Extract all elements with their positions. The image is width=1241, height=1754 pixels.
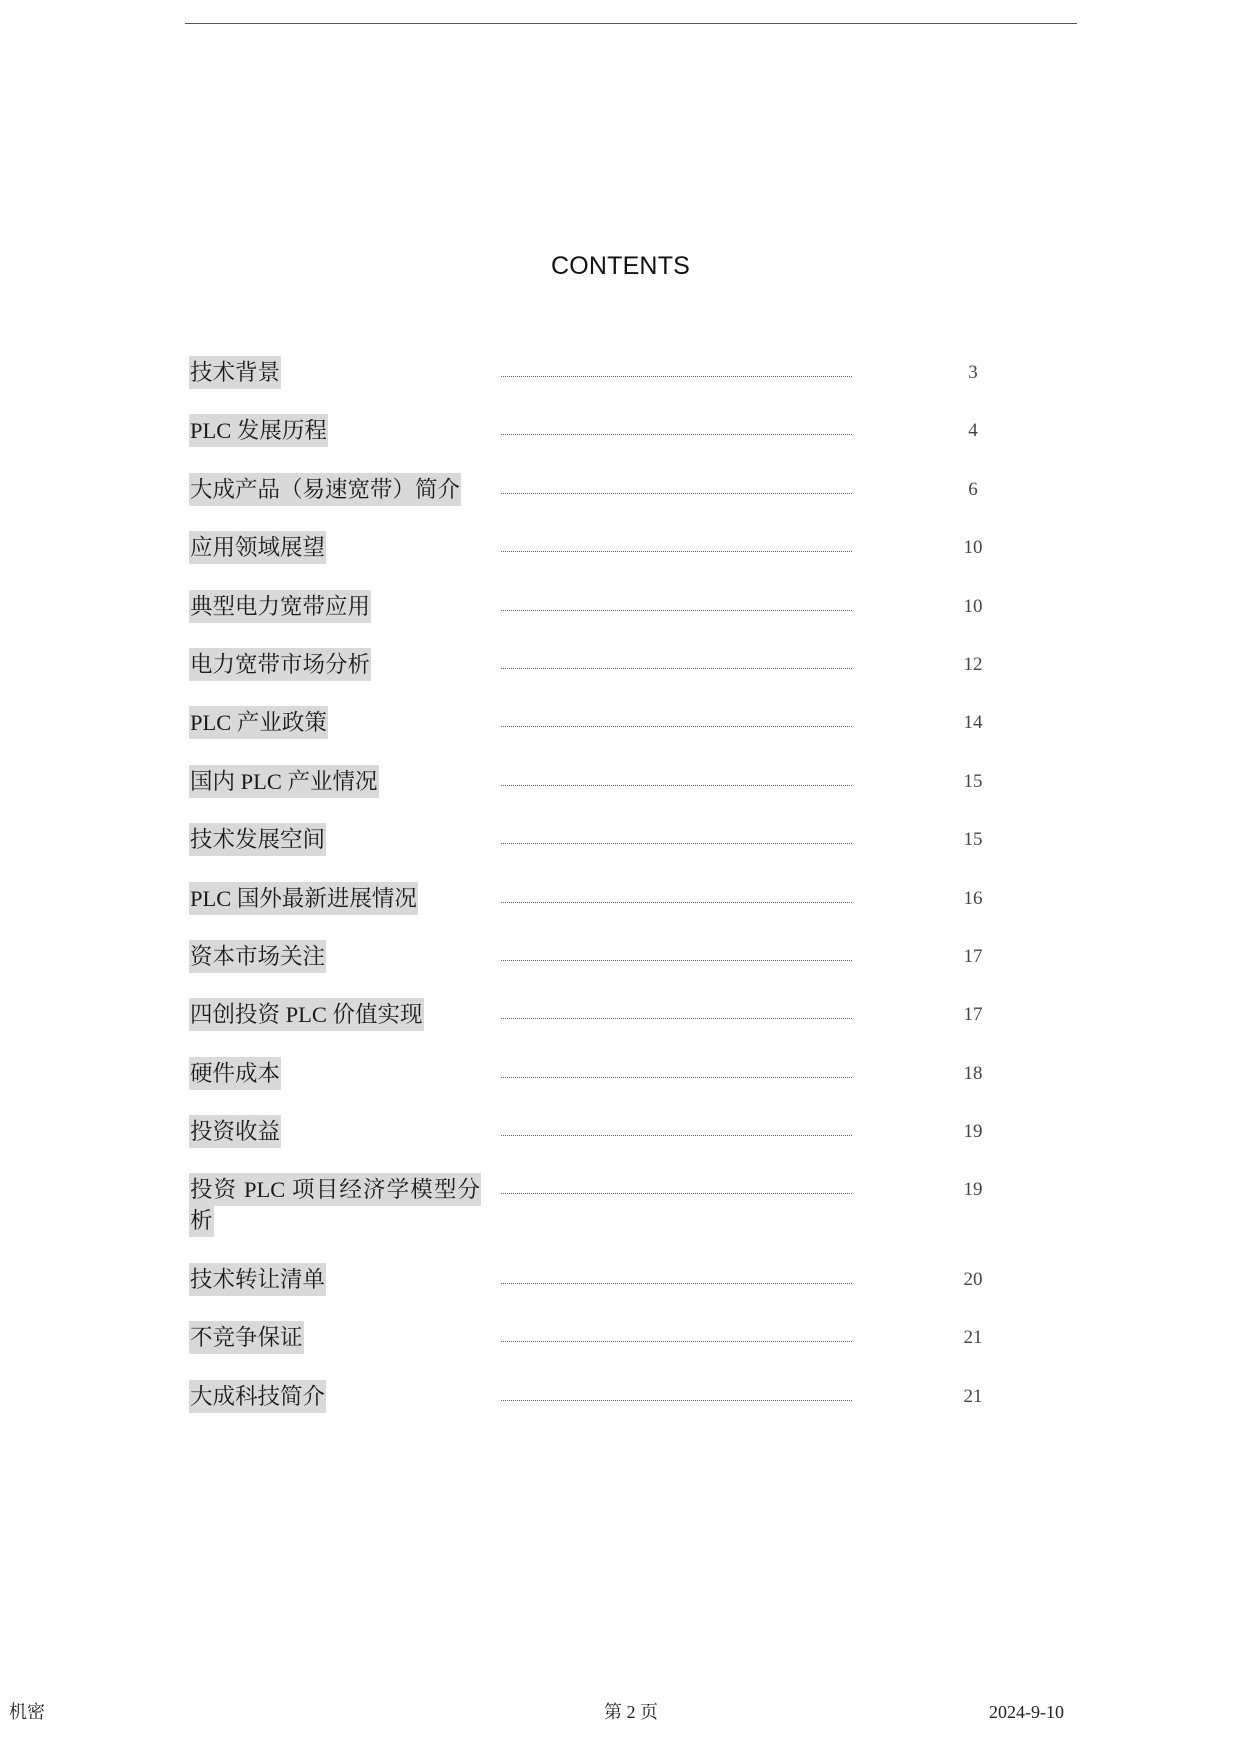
toc-leader-dots xyxy=(501,415,852,446)
toc-entry-title-link[interactable]: 国内 PLC 产业情况 xyxy=(189,765,379,798)
toc-entry[interactable] xyxy=(189,1174,1089,1263)
toc-entry-title-link[interactable]: PLC 产业政策 xyxy=(189,706,328,739)
toc-leader-dots xyxy=(501,1058,852,1089)
toc-entry-title-link[interactable]: 典型电力宽带应用 xyxy=(189,590,371,623)
toc-entry[interactable] xyxy=(189,1058,1089,1116)
toc-entry[interactable] xyxy=(189,357,1089,415)
toc-entry[interactable] xyxy=(189,941,1089,999)
toc-entry-title-link[interactable]: 技术转让清单 xyxy=(189,1263,326,1296)
toc-leader-dots xyxy=(501,1264,852,1295)
toc-entry-title-cell xyxy=(189,766,481,797)
toc-entry-page-number: 3 xyxy=(968,362,978,383)
toc-leader-dots xyxy=(501,824,852,855)
toc-entry-page-number: 20 xyxy=(963,1268,983,1290)
toc-leader-dots xyxy=(501,941,852,972)
toc-entry-title-cell xyxy=(189,649,481,680)
toc-entry-page-number: 19 xyxy=(963,1121,983,1143)
toc-leader-dots xyxy=(501,1174,852,1205)
toc-entry[interactable] xyxy=(189,883,1089,941)
toc-entry-title-link[interactable]: 资本市场关注 xyxy=(189,940,326,973)
table-of-contents xyxy=(189,357,1089,1439)
toc-leader-dots xyxy=(501,999,852,1030)
toc-leader-dots xyxy=(501,766,852,797)
toc-entry-title-cell xyxy=(189,999,481,1030)
footer-page-number: 第 2 页 xyxy=(604,1702,658,1722)
toc-entry-page-number: 18 xyxy=(963,1062,983,1084)
toc-entry[interactable] xyxy=(189,707,1089,765)
toc-leader-dots xyxy=(501,1322,852,1353)
toc-entry-title-cell xyxy=(189,1058,481,1089)
toc-entry[interactable] xyxy=(189,1116,1089,1174)
toc-entry-page-number: 17 xyxy=(963,1004,983,1026)
toc-entry-title-link[interactable]: PLC 国外最新进展情况 xyxy=(189,882,418,915)
toc-entry-title-link[interactable]: 四创投资 PLC 价值实现 xyxy=(189,998,424,1031)
toc-entry[interactable] xyxy=(189,1381,1089,1439)
toc-entry[interactable] xyxy=(189,766,1089,824)
toc-entry-title-cell xyxy=(189,591,481,622)
toc-entry-title-link[interactable]: 硬件成本 xyxy=(189,1057,281,1090)
toc-entry-title-cell xyxy=(189,1264,481,1295)
toc-entry-page-number: 4 xyxy=(968,420,978,442)
toc-entry[interactable] xyxy=(189,999,1089,1057)
toc-entry-title-cell xyxy=(189,1174,481,1236)
toc-entry-title-link[interactable]: 技术背景 xyxy=(189,356,281,389)
toc-entry[interactable] xyxy=(189,824,1089,882)
toc-leader-dots xyxy=(501,591,852,622)
toc-entry-page-number: 16 xyxy=(963,887,983,909)
toc-leader-dots xyxy=(501,1116,852,1147)
toc-entry[interactable] xyxy=(189,415,1089,473)
toc-entry-title-cell xyxy=(189,1381,481,1412)
toc-entry-title-cell xyxy=(189,357,481,388)
toc-entry-page-number: 10 xyxy=(963,537,983,559)
toc-entry-title-cell xyxy=(189,532,481,563)
toc-leader-dots xyxy=(501,883,852,914)
toc-entry[interactable] xyxy=(189,591,1089,649)
toc-leader-dots xyxy=(501,532,852,563)
toc-entry-page-number: 10 xyxy=(963,595,983,617)
toc-entry[interactable] xyxy=(189,649,1089,707)
toc-entry-page-number: 17 xyxy=(963,945,983,967)
toc-entry[interactable] xyxy=(189,1322,1089,1380)
toc-entry-title-cell xyxy=(189,474,481,505)
toc-leader-dots xyxy=(501,649,852,680)
toc-entry-page-number: 15 xyxy=(963,829,983,851)
toc-leader-dots xyxy=(501,474,852,505)
header-rule xyxy=(185,23,1077,24)
toc-entry-page-number: 14 xyxy=(963,712,983,734)
toc-entry-title-link[interactable]: 投资 PLC 项目经济学模型分析 xyxy=(189,1173,481,1237)
toc-entry-title-cell xyxy=(189,883,481,914)
toc-entry-title-link[interactable]: 投资收益 xyxy=(189,1115,281,1148)
toc-entry-page-number: 12 xyxy=(963,653,983,675)
toc-entry-title-link[interactable]: 应用领域展望 xyxy=(189,531,326,564)
toc-entry[interactable] xyxy=(189,474,1089,532)
page-title: CONTENTS xyxy=(550,252,691,280)
toc-entry-page-number: 21 xyxy=(963,1385,983,1407)
footer-confidential-label: 机密 xyxy=(9,1702,45,1722)
toc-entry-title-cell xyxy=(189,1116,481,1147)
toc-entry[interactable] xyxy=(189,532,1089,590)
toc-entry-title-cell xyxy=(189,415,481,446)
toc-entry-title-link[interactable]: PLC 发展历程 xyxy=(189,414,328,447)
toc-entry-page-number: 19 xyxy=(963,1179,983,1201)
toc-leader-dots xyxy=(501,357,852,388)
toc-entry-title-cell xyxy=(189,824,481,855)
toc-leader-dots xyxy=(501,1381,852,1412)
toc-entry-title-cell xyxy=(189,1322,481,1353)
toc-entry-page-number: 15 xyxy=(963,770,983,792)
toc-entry-title-link[interactable]: 大成产品（易速宽带）简介 xyxy=(189,473,461,506)
toc-entry-title-cell xyxy=(189,941,481,972)
footer-date: 2024-9-10 xyxy=(989,1702,1064,1722)
toc-entry-title-link[interactable]: 电力宽带市场分析 xyxy=(189,648,371,681)
toc-entry-title-cell xyxy=(189,707,481,738)
toc-entry-title-link[interactable]: 不竞争保证 xyxy=(189,1321,304,1354)
toc-entry-page-number: 21 xyxy=(963,1327,983,1349)
toc-entry-page-number: 6 xyxy=(968,478,978,500)
toc-entry-title-link[interactable]: 技术发展空间 xyxy=(189,823,326,856)
toc-entry-title-link[interactable]: 大成科技简介 xyxy=(189,1380,326,1413)
toc-entry[interactable] xyxy=(189,1264,1089,1322)
toc-leader-dots xyxy=(501,707,852,738)
